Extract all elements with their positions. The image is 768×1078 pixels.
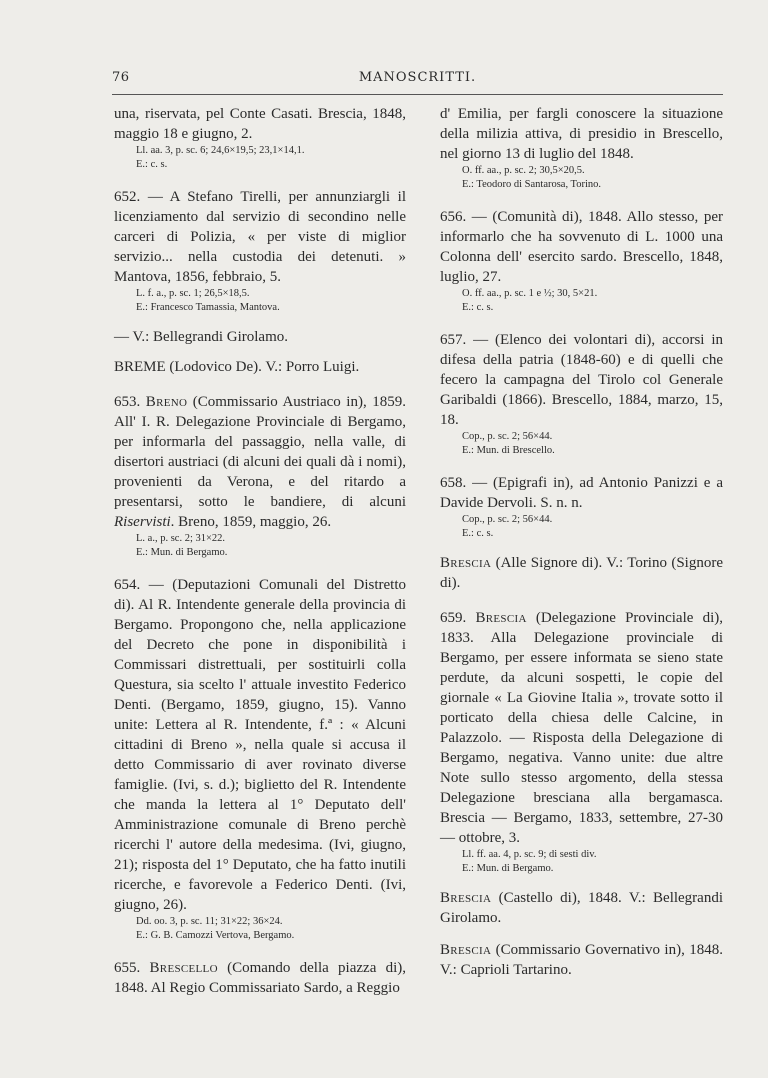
entry-reference: E.: c. s.	[136, 159, 168, 170]
entry-reference: O. ff. aa., p. sc. 1 e ½; 30, 5×21.	[462, 288, 598, 299]
catalog-entry	[440, 330, 723, 458]
entry-reference: L. a., p. sc. 2; 31×22.	[136, 533, 226, 544]
entry-heading: Brescia	[440, 555, 492, 571]
entry-body: d' Emilia, per fargli conoscere la situazione della milizia attiva, di presidio in Brescello, nel giorno 13 di luglio del 1848.	[440, 106, 723, 162]
entry-reference: E.: Mun. di Bergamo.	[136, 547, 228, 558]
entry-text	[440, 207, 723, 287]
running-title: MANOSCRITTI.	[358, 70, 477, 85]
entry-heading: Breno	[145, 394, 188, 410]
entry-text	[440, 888, 723, 928]
entry-heading: Brescello	[149, 960, 218, 976]
entry-body: 658. — (Epigrafi in), ad Antonio Panizzi e a Davide Dervoli. S. n. n.	[440, 475, 723, 511]
entry-body: (Alle Signore di). V.: Torino (Signore di).	[440, 555, 723, 591]
entry-body: — V.: Bellegrandi Girolamo.	[114, 329, 289, 345]
entry-reference: E.: c. s.	[462, 302, 494, 313]
entry-text	[440, 104, 723, 164]
entry-reference: Ll. aa. 3, p. sc. 6; 24,6×19,5; 23,1×14,1.	[136, 145, 305, 156]
catalog-entry	[440, 940, 723, 980]
catalog-entry	[440, 608, 723, 876]
entry-body: 654. — (Deputazioni Comunali del Distretto di). Al R. Intendente generale della provincia di Bergamo. Propongono che, nella applicazione del Decreto che pone in disponibilità i Commissari distrettuali, per sostituirli colla Questura, sia scelto l' attuale investito Federico Denti. (Bergamo, 1859, giugno, 15). Vanno unite: Lettera al R. Intendente, f.ª : « Alcuni cittadini di Breno », nella quale si accusa il detto Commissario di aver rovinato diverse famiglie. (Ivi, s. d.); biglietto del R. Intendente che manda la lettera al 1° Deputato dell' Amministrazione comunale di Breno perchè ricerchi l' autore della medesima. (Ivi, giugno, 21); risposta del 1° Deputato, che ha fatto inutili ricerche, e favorevole a Federico Denti. (Ivi, giugno, 26).	[114, 577, 406, 913]
entry-number: 653.	[114, 394, 141, 410]
entry-reference: Cop., p. sc. 2; 56×44.	[462, 514, 553, 525]
page-header	[112, 70, 723, 92]
entry-reference: E.: Francesco Tamassia, Mantova.	[136, 302, 280, 313]
catalog-entry	[114, 187, 406, 315]
entry-body: 652. — A Stefano Tirelli, per annunziargli il licenziamento dal servizio di secondino nelle carceri di Polizia, « per viste di miglior servizio... nella custodia dei detenuti. » Mantova, 1856, febbraio, 5.	[114, 189, 406, 285]
right-column	[440, 104, 723, 980]
entry-reference: Cop., p. sc. 2; 56×44.	[462, 431, 553, 442]
entry-body: (Commissario Governativo in), 1848. V.: Caprioli Tartarino.	[440, 942, 723, 978]
header-rule	[112, 94, 723, 95]
entry-reference: Dd. oo. 3, p. sc. 11; 31×22; 36×24.	[136, 916, 283, 927]
entry-text	[114, 104, 406, 144]
entry-text	[114, 327, 406, 347]
catalog-entry	[114, 958, 406, 998]
page-number: 76	[112, 70, 130, 85]
catalog-entry	[114, 392, 406, 560]
catalog-entry	[114, 104, 406, 172]
entry-heading: Brescia	[440, 942, 492, 958]
entry-number: 659.	[440, 610, 467, 626]
catalog-entry	[114, 357, 406, 377]
left-column	[114, 104, 406, 998]
entry-reference: E.: G. B. Camozzi Vertova, Bergamo.	[136, 930, 295, 941]
entry-reference: E.: Mun. di Brescello.	[462, 445, 555, 456]
entry-body: (Delegazione Provinciale di), 1833. Alla Delegazione provinciale di Bergamo, per essere informata se sieno state perdute, da alcuni sospetti, le copie del giornale « La Giovine Italia », trovate sotto il porticato della chiesa delle Calcine, in Palazzolo. — Risposta della Delegazione di Bergamo, negativa. Vanno unite: due altre Note sullo stesso argomento, della stessa Delegazione bresciana alla bergamasca. Brescia — Bergamo, 1833, settembre, 27-30 — ottobre, 3.	[440, 610, 724, 846]
catalog-entry	[114, 327, 406, 347]
entry-text	[440, 553, 723, 593]
entry-heading: Brescia	[475, 610, 527, 626]
entry-text	[114, 392, 406, 532]
entry-body: (Comando della piazza di), 1848. Al Regio Commissariato Sardo, a Reggio	[114, 960, 407, 996]
entry-body: BREME (Lodovico De). V.: Porro Luigi.	[114, 359, 360, 375]
catalog-entry	[114, 575, 406, 943]
entry-text	[440, 330, 723, 430]
entry-text	[114, 575, 406, 915]
entry-body: (Commissario Austriaco in), 1859. All' I. R. Delegazione Provinciale di Bergamo, per informarla del passaggio, nella valle, di disertori austriaci (di alcuni dei quali dà i nomi), provenienti da Verona, e del ritardo a presentarsi, sotto le bandiere, di alcuni	[114, 394, 406, 510]
entry-body: una, riservata, pel Conte Casati. Brescia, 1848, maggio 18 e giugno, 2.	[114, 106, 406, 142]
entry-body: 656. — (Comunità di), 1848. Allo stesso, per informarlo che ha sovvenuto di L. 1000 una Colonna dell' esercito sardo. Brescello, 1848, luglio, 27.	[440, 209, 723, 285]
catalog-entry	[440, 207, 723, 315]
entry-text	[440, 473, 723, 513]
entry-text	[440, 608, 723, 848]
catalog-entry	[440, 888, 723, 928]
entry-text	[114, 958, 406, 998]
entry-reference: E.: Mun. di Bergamo.	[462, 863, 554, 874]
entry-body-end: . Breno, 1859, maggio, 26.	[170, 514, 332, 530]
entry-reference: O. ff. aa., p. sc. 2; 30,5×20,5.	[462, 165, 585, 176]
entry-reference: E.: c. s.	[462, 528, 494, 539]
entry-text	[114, 187, 406, 287]
entry-italic: Riservisti	[114, 514, 171, 530]
catalog-entry	[440, 473, 723, 541]
entry-reference: Ll. ff. aa. 4, p. sc. 9; di sesti div.	[462, 849, 597, 860]
entry-number: 655.	[114, 960, 141, 976]
entry-reference: L. f. a., p. sc. 1; 26,5×18,5.	[136, 288, 250, 299]
entry-body: 657. — (Elenco dei volontari di), accorsi in difesa della patria (1848-60) e di quelli che fecero la campagna del Tirolo col Generale Garibaldi (1866). Brescello, 1884, marzo, 15, 18.	[440, 332, 723, 428]
entry-text	[114, 357, 406, 377]
entry-heading: Brescia	[440, 890, 492, 906]
catalog-entry	[440, 104, 723, 192]
entry-reference: E.: Teodoro di Santarosa, Torino.	[462, 179, 601, 190]
catalog-entry	[440, 553, 723, 593]
entry-text	[440, 940, 723, 980]
entry-body: (Castello di), 1848. V.: Bellegrandi Girolamo.	[440, 890, 724, 926]
